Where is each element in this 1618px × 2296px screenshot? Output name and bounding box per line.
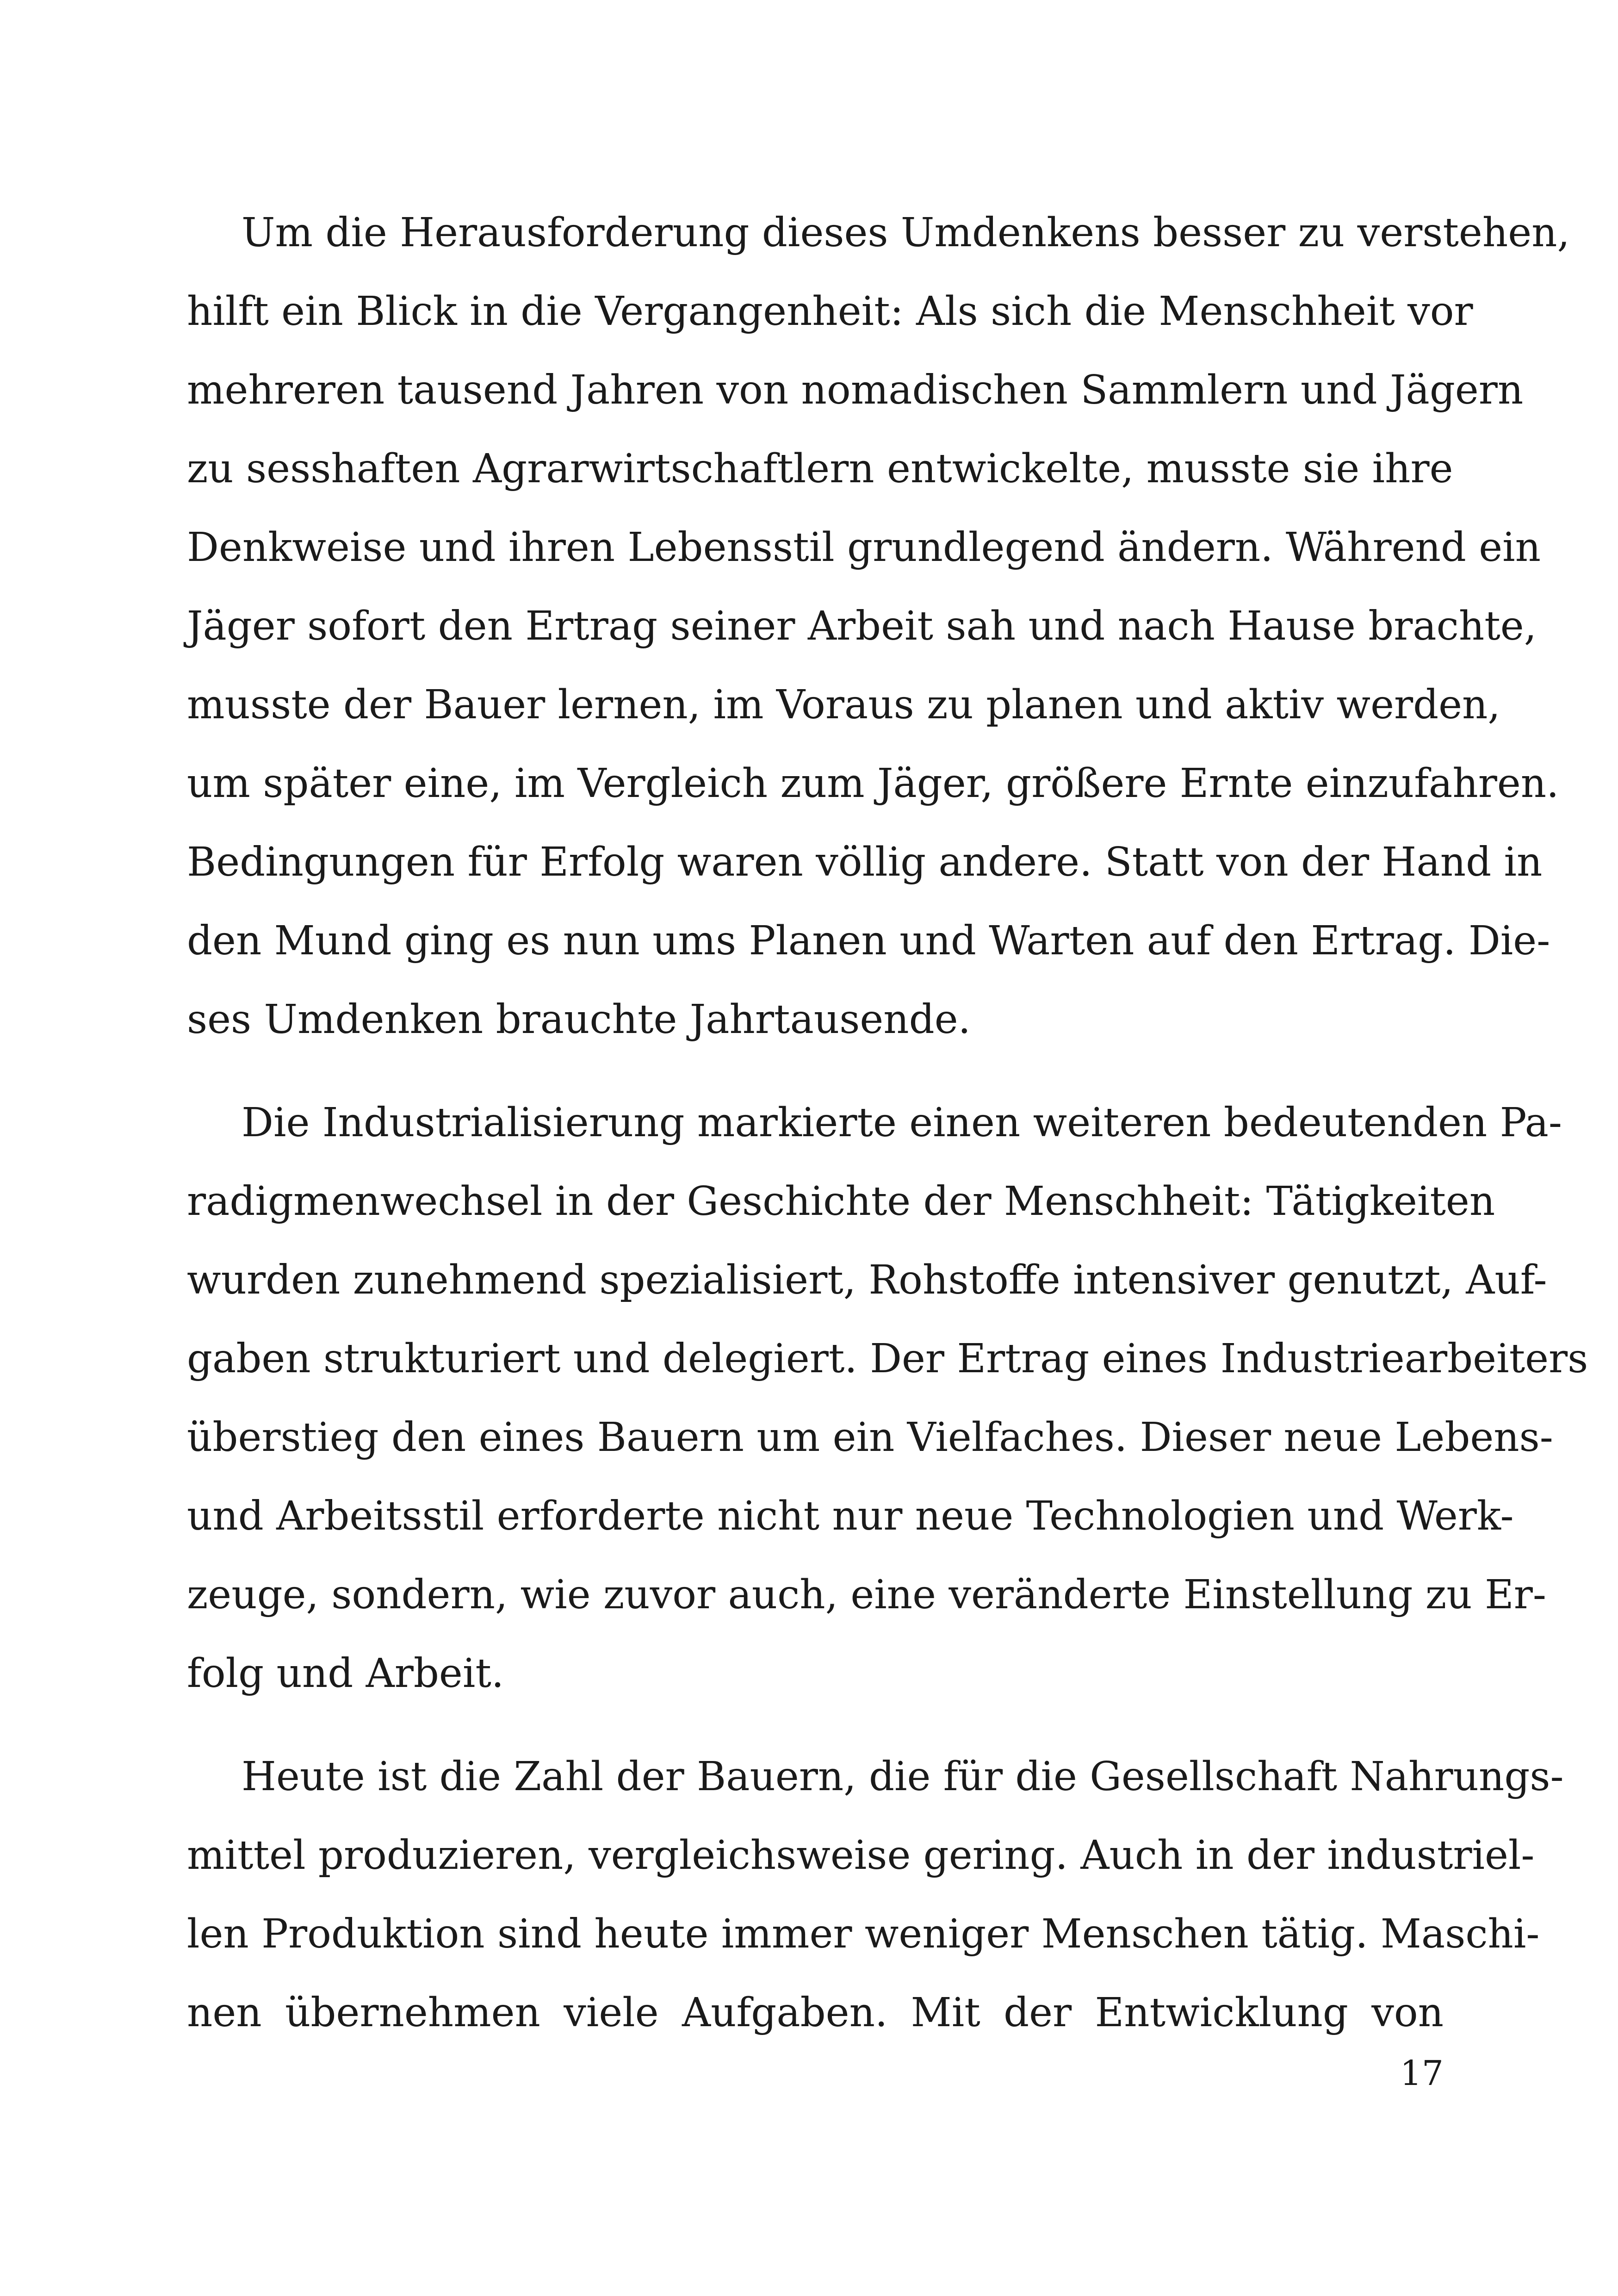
text-line: musste der Bauer lernen, im Voraus zu planen und aktiv werden, xyxy=(187,682,1500,728)
text-line: hilft ein Blick in die Vergangenheit: Als sich die Menschheit vor xyxy=(187,288,1473,335)
text-line: len Produktion sind heute immer weniger Menschen tätig. Maschi- xyxy=(187,1911,1540,1957)
text-line: Bedingungen für Erfolg waren völlig andere. Statt von der Hand in xyxy=(187,839,1543,885)
text-line: mittel produzieren, vergleichsweise gering. Auch in der industriel- xyxy=(187,1832,1535,1879)
text-line: überstieg den eines Bauern um ein Vielfaches. Dieser neue Lebens- xyxy=(187,1414,1553,1461)
paragraph-2 xyxy=(187,1083,1588,1713)
text-line: Heute ist die Zahl der Bauern, die für die Gesellschaft Nahrungs- xyxy=(242,1754,1564,1800)
text-line: gaben strukturiert und delegiert. Der Ertrag eines Industriearbeiters xyxy=(187,1336,1588,1382)
page-number: 17 xyxy=(1400,2053,1444,2093)
text-line: Die Industrialisierung markierte einen weiteren bedeutenden Pa- xyxy=(242,1100,1562,1146)
text-line: nen übernehmen viele Aufgaben. Mit der Entwicklung von xyxy=(187,1990,1444,2036)
text-line: mehreren tausend Jahren von nomadischen Sammlern und Jägern xyxy=(187,367,1524,413)
text-line: Denkweise und ihren Lebensstil grundlegend ändern. Während ein xyxy=(187,524,1541,571)
text-line: zu sesshaften Agrarwirtschaftlern entwickelte, musste sie ihre xyxy=(187,446,1453,492)
text-line: radigmenwechsel in der Geschichte der Menschheit: Tätigkeiten xyxy=(187,1178,1495,1225)
text-line: und Arbeitsstil erforderte nicht nur neue Technologien und Werk- xyxy=(187,1493,1514,1539)
text-line: folg und Arbeit. xyxy=(187,1650,504,1697)
text-line: um später eine, im Vergleich zum Jäger, größere Ernte einzufahren. xyxy=(187,760,1559,807)
body-text xyxy=(187,193,1588,2052)
paragraph-spacer xyxy=(187,1713,1444,1737)
text-line: den Mund ging es nun ums Planen und Warten auf den Ertrag. Die- xyxy=(187,918,1550,964)
paragraph-spacer xyxy=(187,1059,1444,1083)
text-line: zeuge, sondern, wie zuvor auch, eine veränderte Einstellung zu Er- xyxy=(187,1572,1546,1618)
paragraph-3 xyxy=(187,1737,1564,2052)
paragraph-1 xyxy=(187,193,1570,1059)
text-line: wurden zunehmend spezialisiert, Rohstoffe intensiver genutzt, Auf- xyxy=(187,1257,1547,1303)
text-line: Jäger sofort den Ertrag seiner Arbeit sah und nach Hause brachte, xyxy=(187,603,1537,649)
text-line: Um die Herausforderung dieses Umdenkens besser zu verstehen, xyxy=(242,210,1570,256)
text-line: ses Umdenken brauchte Jahrtausende. xyxy=(187,996,971,1043)
